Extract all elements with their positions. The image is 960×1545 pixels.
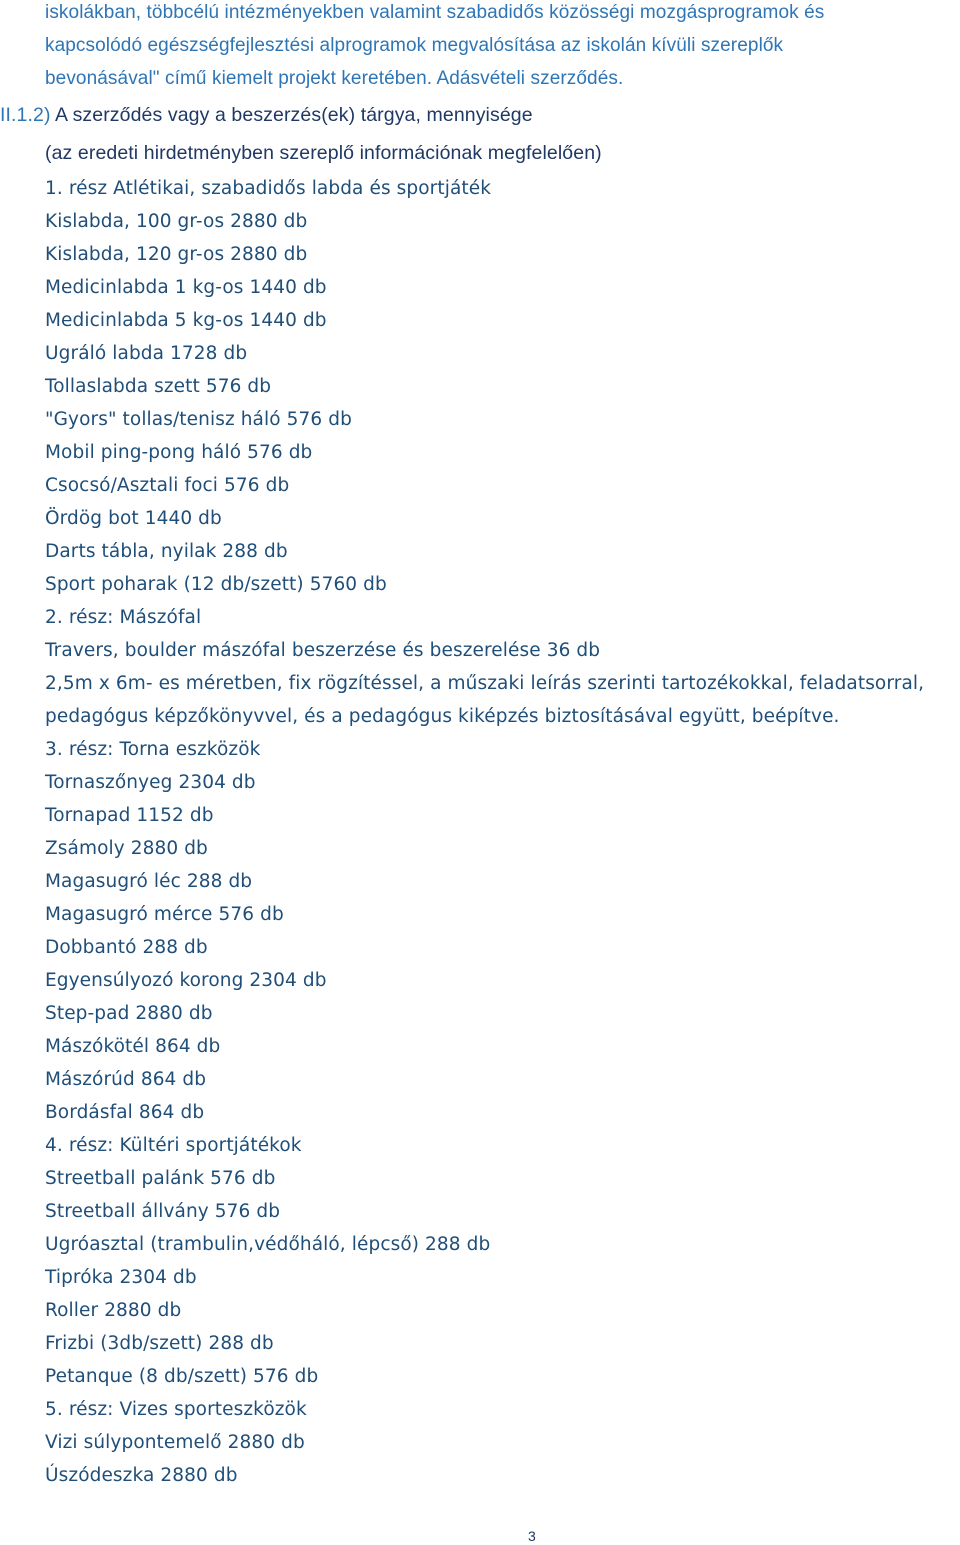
list-item: Mászókötél 864 db (45, 1036, 221, 1057)
list-item: Tollaslabda szett 576 db (45, 376, 272, 397)
list-item: Travers, boulder mászófal beszerzése és beszerelése 36 db (45, 640, 601, 661)
list-item: Medicinlabda 1 kg-os 1440 db (45, 277, 327, 298)
intro-line-1: iskolákban, többcélú intézményekben valamint szabadidős közösségi mozgásprogramok és (45, 2, 825, 23)
list-item: Magasugró mérce 576 db (45, 904, 284, 925)
section-heading (0, 104, 533, 127)
list-item: Darts tábla, nyilak 288 db (45, 541, 288, 562)
list-item: Egyensúlyozó korong 2304 db (45, 970, 327, 991)
description-line: 2,5m x 6m- es méretben, fix rögzítéssel, a műszaki leírás szerinti tartozékokkal, feladatsorral, (45, 673, 925, 694)
page-number: 3 (528, 1528, 536, 1544)
part-heading-1: 1. rész Atlétikai, szabadidős labda és sportjáték (45, 178, 492, 199)
list-item: Ördög bot 1440 db (45, 508, 222, 529)
list-item: Úszódeszka 2880 db (45, 1465, 238, 1486)
list-item: Sport poharak (12 db/szett) 5760 db (45, 574, 387, 595)
list-item: Streetball állvány 576 db (45, 1201, 281, 1222)
description-line: pedagógus képzőkönyvvel, és a pedagógus kiképzés biztosításával együtt, beépítve. (45, 706, 840, 727)
list-item: Step-pad 2880 db (45, 1003, 213, 1024)
section-number: II.1.2) (0, 104, 51, 126)
list-item: Kislabda, 100 gr-os 2880 db (45, 211, 308, 232)
list-item: Vizi súlypontemelő 2880 db (45, 1432, 305, 1453)
part-heading-5: 5. rész: Vizes sporteszközök (45, 1399, 307, 1420)
list-item: Ugróasztal (trambulin,védőháló, lépcső) 288 db (45, 1234, 491, 1255)
list-item: Mobil ping-pong háló 576 db (45, 442, 313, 463)
list-item: Magasugró léc 288 db (45, 871, 253, 892)
list-item: Tipróka 2304 db (45, 1267, 197, 1288)
intro-line-2: kapcsolódó egészségfejlesztési alprogramok megvalósítása az iskolán kívüli szereplők (45, 35, 784, 56)
list-item: Kislabda, 120 gr-os 2880 db (45, 244, 308, 265)
list-item: "Gyors" tollas/tenisz háló 576 db (45, 409, 352, 430)
list-item: Dobbantó 288 db (45, 937, 208, 958)
list-item: Mászórúd 864 db (45, 1069, 207, 1090)
list-item: Medicinlabda 5 kg-os 1440 db (45, 310, 327, 331)
list-item: Tornapad 1152 db (45, 805, 214, 826)
part-heading-4: 4. rész: Kültéri sportjátékok (45, 1135, 302, 1156)
list-item: Roller 2880 db (45, 1300, 182, 1321)
section-subtitle: (az eredeti hirdetményben szereplő információnak megfelelően) (45, 142, 602, 164)
list-item: Streetball palánk 576 db (45, 1168, 276, 1189)
list-item: Bordásfal 864 db (45, 1102, 205, 1123)
list-item: Ugráló labda 1728 db (45, 343, 248, 364)
list-item: Csocsó/Asztali foci 576 db (45, 475, 290, 496)
list-item: Zsámoly 2880 db (45, 838, 208, 859)
intro-line-3: bevonásával" című kiemelt projekt keretében. Adásvételi szerződés. (45, 68, 624, 89)
list-item: Tornaszőnyeg 2304 db (45, 772, 256, 793)
part-heading-2: 2. rész: Mászófal (45, 607, 202, 628)
part-heading-3: 3. rész: Torna eszközök (45, 739, 261, 760)
list-item: Petanque (8 db/szett) 576 db (45, 1366, 319, 1387)
list-item: Frizbi (3db/szett) 288 db (45, 1333, 274, 1354)
section-title: A szerződés vagy a beszerzés(ek) tárgya, mennyisége (55, 104, 533, 126)
